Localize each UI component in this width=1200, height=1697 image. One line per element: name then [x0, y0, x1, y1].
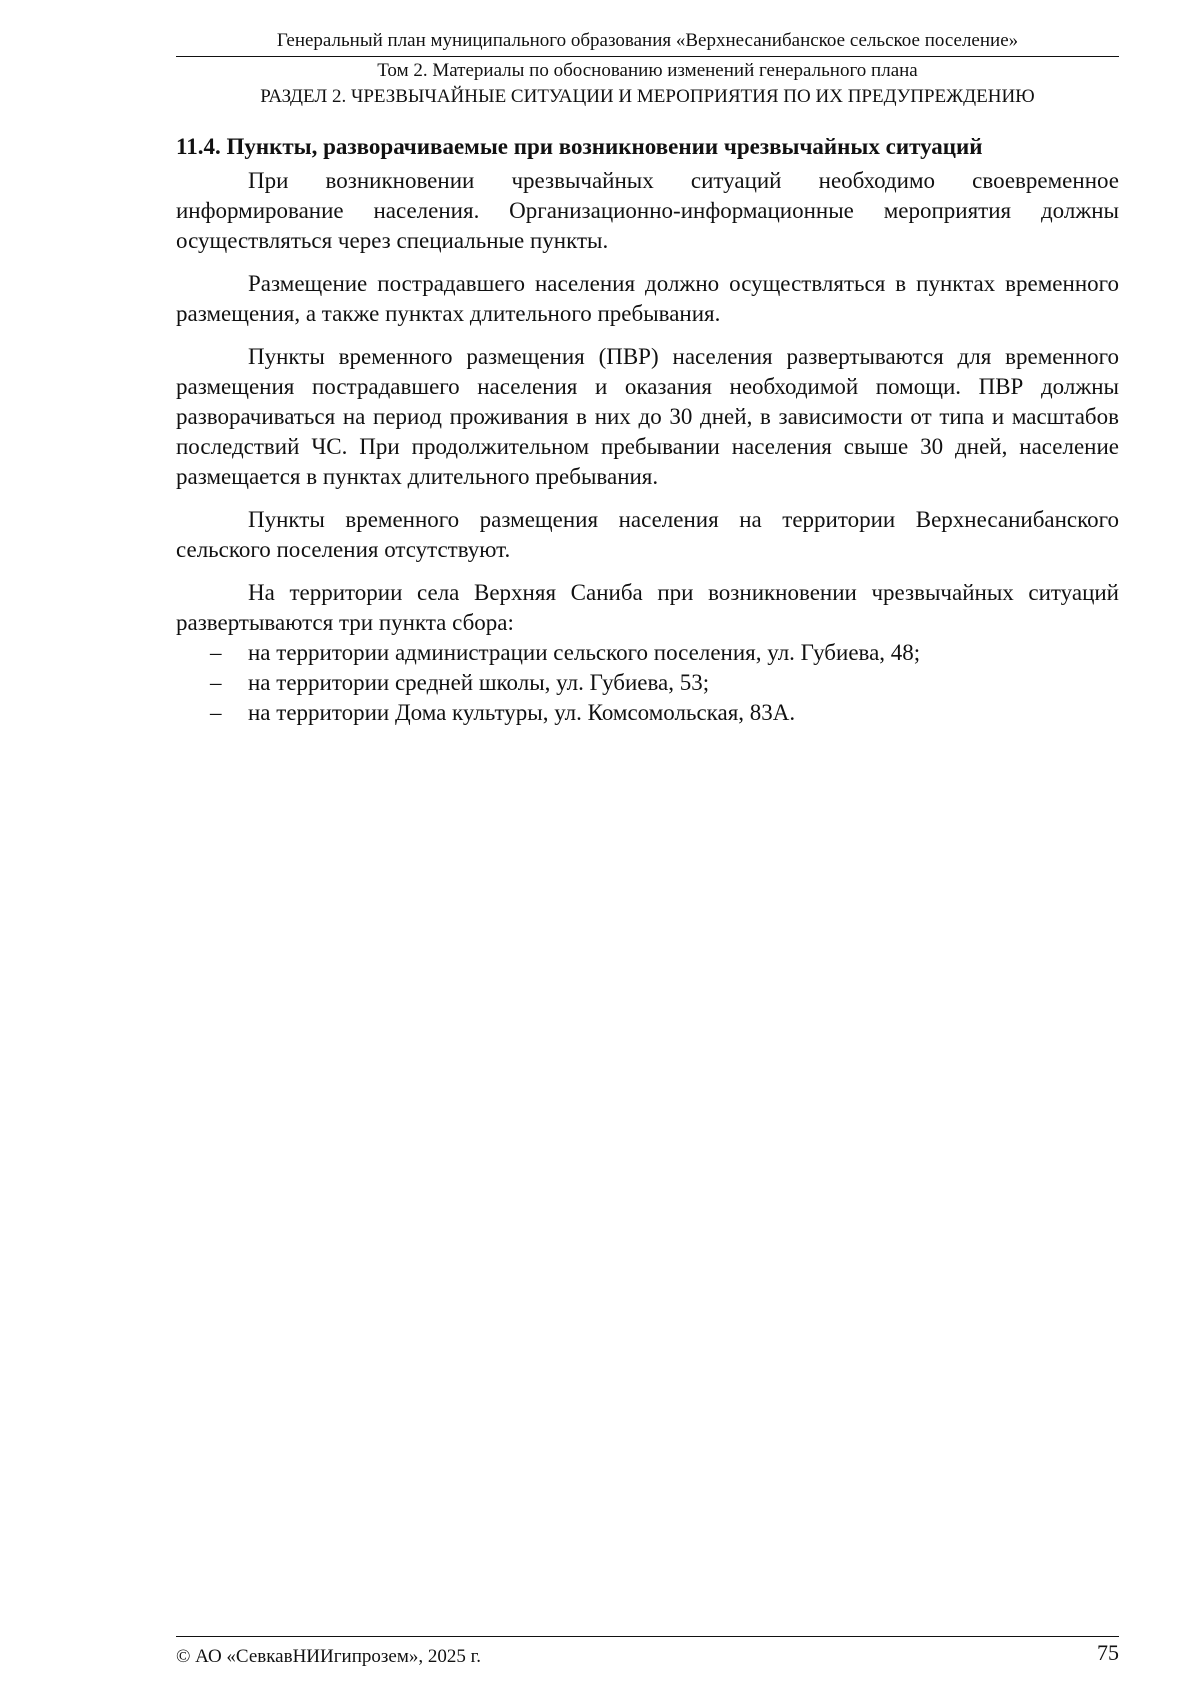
volume-title: Том 2. Материалы по обоснованию изменений генерального плана	[377, 60, 918, 81]
list-dash: –	[210, 670, 222, 695]
subsection-title: 11.4. Пункты, разворачиваемые при возникновении чрезвычайных ситуаций	[176, 134, 983, 159]
paragraph: На территории села Верхняя Саниба при возникновении чрезвычайных ситуаций развертываются три пункта сбора:	[176, 580, 1119, 635]
list-item	[176, 698, 1119, 728]
list-item	[176, 668, 1119, 698]
page-content	[176, 132, 1119, 728]
document-title: Генеральный план муниципального образования «Верхнесанибанское сельское поселение»	[176, 28, 1119, 57]
page-number: 75	[1097, 1640, 1119, 1665]
list-item	[176, 638, 1119, 668]
paragraph: При возникновении чрезвычайных ситуаций необходимо своевременное информирование населения. Организационно-информационные мероприятия должны осуществляться через специальные пункты.	[176, 168, 1119, 253]
list-dash: –	[210, 640, 222, 665]
list-item-text: на территории Дома культуры, ул. Комсомольская, 83А.	[248, 700, 796, 725]
page-footer	[176, 1636, 1119, 1667]
paragraph: Пункты временного размещения (ПВР) населения развертываются для временного размещения пострадавшего населения и оказания необходимой помощи. ПВР должны разворачиваться на период проживания в них до 30 дней, в зависимости от типа и масштабов последствий ЧС. При продолжительном пребывании населения свыше 30 дней, население размещается в пунктах длительного пребывания.	[176, 344, 1119, 489]
paragraph: Размещение пострадавшего населения должно осуществляться в пунктах временного размещения, а также пунктах длительного пребывания.	[176, 271, 1119, 326]
list-item-text: на территории средней школы, ул. Губиева, 53;	[248, 670, 710, 695]
section-heading: РАЗДЕЛ 2. ЧРЕЗВЫЧАЙНЫЕ СИТУАЦИИ И МЕРОПРИЯТИЯ ПО ИХ ПРЕДУПРЕЖДЕНИЮ	[260, 86, 1035, 107]
list-dash: –	[210, 700, 222, 725]
copyright-text: © АО «СевкавНИИгипрозем», 2025 г.	[176, 1646, 481, 1667]
list-item-text: на территории администрации сельского поселения, ул. Губиева, 48;	[248, 640, 921, 665]
paragraph: Пункты временного размещения населения на территории Верхнесанибанского сельского поселения отсутствуют.	[176, 507, 1119, 562]
page-header	[176, 28, 1119, 110]
assembly-points-list	[176, 638, 1119, 728]
